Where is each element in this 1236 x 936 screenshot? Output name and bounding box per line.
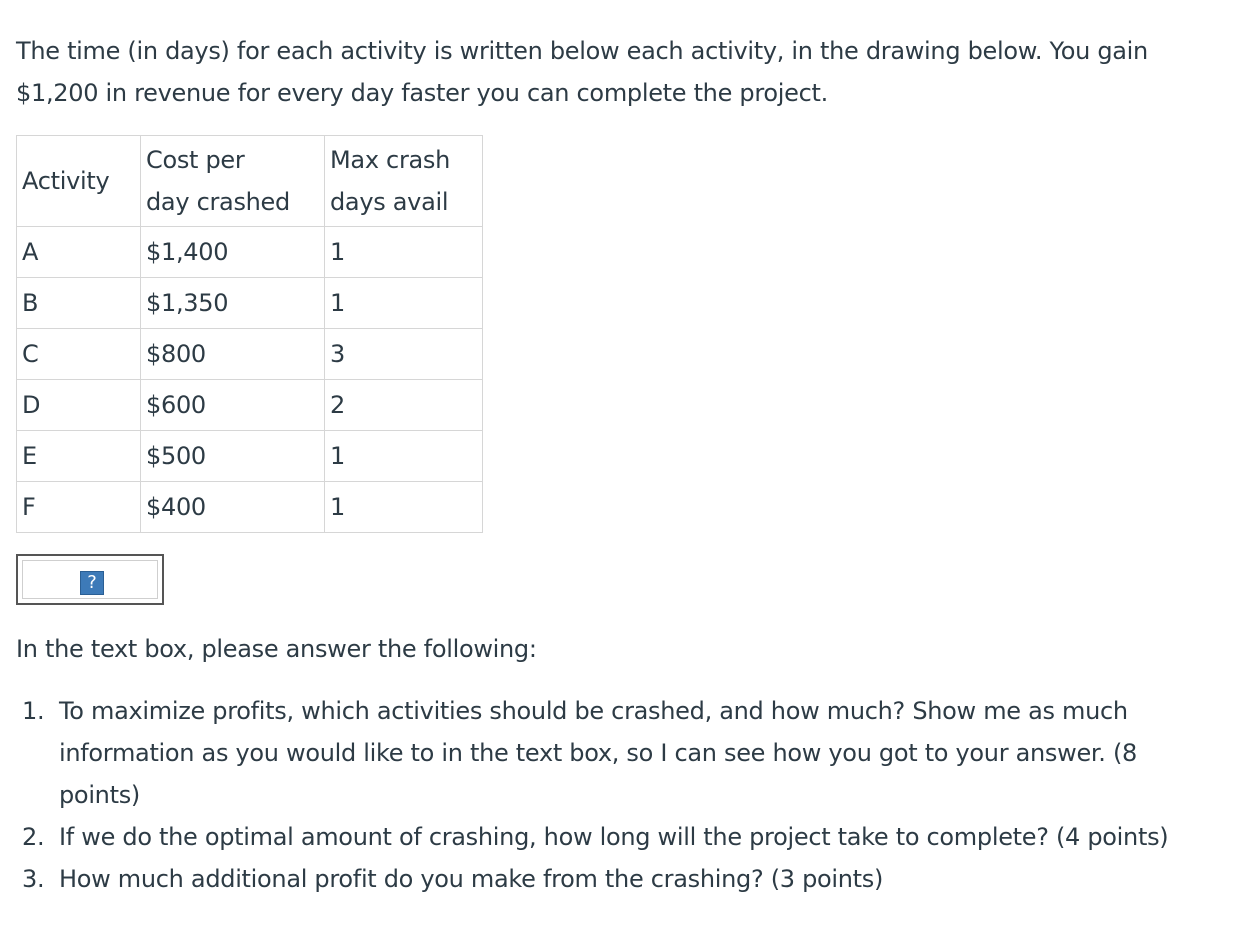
cell-max: 1	[325, 227, 483, 278]
intro-paragraph: The time (in days) for each activity is written below each activity, in the drawing below. You gain $1,200 in revenue for every day faster you can complete the project.	[16, 37, 1148, 107]
question-text: To maximize profits, which activities should be crashed, and how much? Show me as much information as you would like to in the text box, so I can see how you got to your answer. (8 points)	[59, 697, 1137, 809]
cell-activity: B	[17, 278, 141, 329]
question-text: How much additional profit do you make from the crashing? (3 points)	[59, 865, 884, 893]
list-item	[18, 858, 1218, 900]
cell-cost: $600	[141, 380, 325, 431]
table-row	[17, 431, 483, 482]
question-number: 1.	[22, 697, 45, 725]
list-item	[18, 816, 1218, 858]
cell-max: 2	[325, 380, 483, 431]
table-row	[17, 482, 483, 533]
image-placeholder-inner	[22, 560, 158, 599]
question-text: If we do the optimal amount of crashing, how long will the project take to complete? (4 points)	[59, 823, 1169, 851]
table-row	[17, 278, 483, 329]
cell-activity: F	[17, 482, 141, 533]
cell-cost: $400	[141, 482, 325, 533]
crash-table	[16, 135, 483, 533]
cell-cost: $1,350	[141, 278, 325, 329]
question-number: 3.	[22, 865, 45, 893]
cell-cost: $500	[141, 431, 325, 482]
table-row	[17, 329, 483, 380]
image-placeholder[interactable]	[16, 554, 164, 605]
cell-activity: C	[17, 329, 141, 380]
broken-image-icon: ?	[80, 571, 104, 595]
table-row	[17, 380, 483, 431]
cell-max: 3	[325, 329, 483, 380]
cell-cost: $1,400	[141, 227, 325, 278]
cell-activity: D	[17, 380, 141, 431]
cell-max: 1	[325, 278, 483, 329]
header-max-line2: days avail	[330, 188, 449, 216]
header-activity: Activity	[17, 136, 141, 227]
cell-activity: A	[17, 227, 141, 278]
header-max-line1: Max crash	[330, 146, 451, 174]
list-item	[18, 690, 1218, 816]
header-cost	[141, 136, 325, 227]
question-list	[18, 690, 1218, 900]
question-number: 2.	[22, 823, 45, 851]
header-max-crash	[325, 136, 483, 227]
header-cost-line2: day crashed	[146, 188, 290, 216]
cell-cost: $800	[141, 329, 325, 380]
cell-max: 1	[325, 482, 483, 533]
header-cost-line1: Cost per	[146, 146, 245, 174]
cell-activity: E	[17, 431, 141, 482]
table-row	[17, 227, 483, 278]
table-header-row	[17, 136, 483, 227]
instructions-prompt: In the text box, please answer the following:	[16, 635, 537, 663]
cell-max: 1	[325, 431, 483, 482]
